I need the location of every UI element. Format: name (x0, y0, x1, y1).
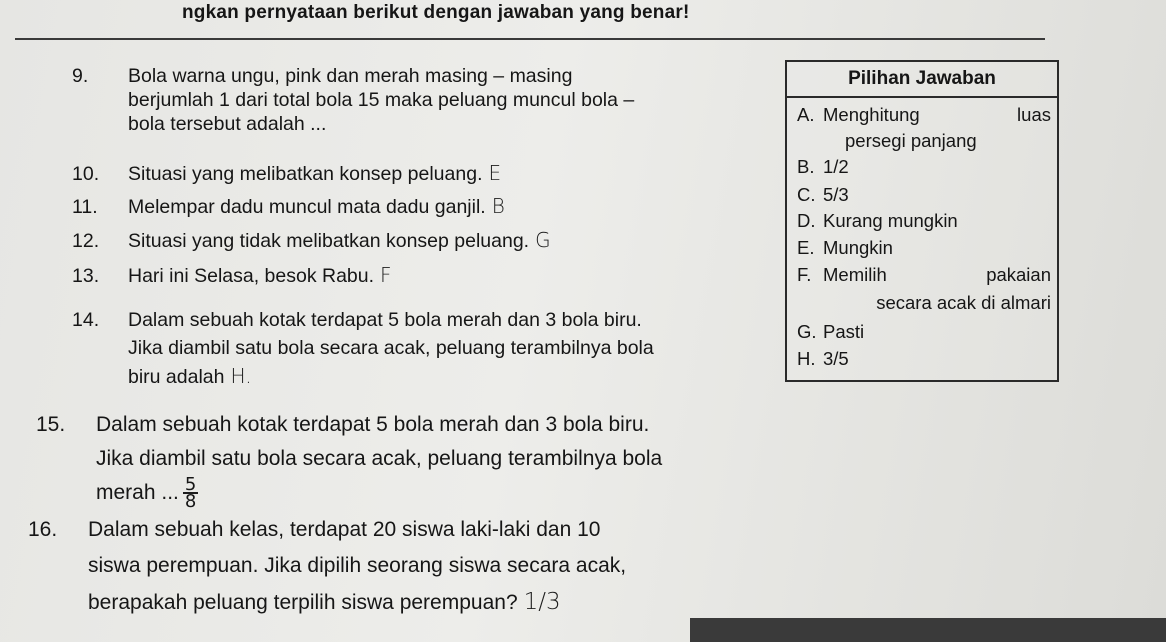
option-letter: B. (797, 156, 815, 177)
handwritten-answer: G (535, 228, 551, 252)
question-13 (72, 263, 392, 288)
option-b (797, 156, 1051, 178)
question-text: Bola warna ungu, pink dan merah masing – masing (128, 65, 573, 87)
question-text: Situasi yang tidak melibatkan konsep peluang. (128, 230, 530, 252)
question-number: 14. (72, 309, 100, 331)
question-number: 16. (28, 518, 58, 541)
question-10 (72, 161, 501, 186)
question-number: 10. (72, 163, 100, 185)
fraction-numerator: 5 (184, 474, 197, 496)
option-text: 5/3 (823, 184, 849, 205)
question-text: berjumlah 1 dari total bola 15 maka peluang muncul bola – (128, 89, 635, 111)
section-instruction: ngkan pernyataan berikut dengan jawaban yang benar! (182, 2, 690, 23)
option-text: Memilih (823, 264, 887, 285)
question-text: bola tersebut adalah ... (128, 113, 327, 135)
handwritten-answer: F (380, 263, 392, 287)
option-a (797, 104, 1051, 126)
question-text: Hari ini Selasa, besok Rabu. (128, 265, 375, 287)
option-f (797, 264, 1051, 286)
question-number: 15. (36, 413, 66, 436)
handwritten-answer: B (491, 194, 505, 218)
option-text: Menghitung (823, 104, 920, 125)
option-g (797, 321, 1051, 343)
option-text: Pasti (823, 321, 865, 342)
question-14 (72, 306, 654, 391)
header-divider (15, 38, 1045, 40)
question-text: berapakah peluang terpilih siswa perempuan? (88, 591, 518, 614)
option-h (797, 348, 1051, 370)
option-letter: A. (797, 104, 815, 125)
question-11 (72, 194, 505, 219)
question-number: 11. (72, 196, 98, 218)
handwritten-fraction-answer (183, 474, 198, 513)
question-number: 12. (72, 230, 100, 252)
option-text: Mungkin (823, 237, 893, 258)
option-letter: E. (797, 237, 815, 258)
question-15 (36, 408, 663, 513)
option-letter: H. (797, 348, 816, 369)
option-letter: C. (797, 184, 816, 205)
question-text: Dalam sebuah kelas, terdapat 20 siswa laki-laki dan 10 (88, 518, 601, 541)
question-text: Jika diambil satu bola secara acak, peluang terambilnya bola (96, 447, 663, 470)
handwritten-answer: 1/3 (523, 589, 561, 615)
option-letter: G. (797, 321, 817, 342)
question-text: merah ... (96, 481, 179, 504)
option-c (797, 184, 1051, 206)
option-e (797, 237, 1051, 259)
option-text-right: luas (1017, 104, 1051, 125)
page-bottom-edge (690, 618, 1166, 642)
option-letter: F. (797, 264, 812, 285)
question-text: Dalam sebuah kotak terdapat 5 bola merah dan 3 bola biru. (96, 413, 650, 436)
option-text: 3/5 (823, 348, 849, 369)
question-text: Situasi yang melibatkan konsep peluang. (128, 163, 483, 185)
option-d (797, 210, 1051, 232)
answer-box-title: Pilihan Jawaban (787, 62, 1057, 98)
question-text: Melempar dadu muncul mata dadu ganjil. (128, 196, 486, 218)
option-text-right: pakaian (986, 264, 1051, 285)
question-number: 13. (72, 265, 100, 287)
question-16 (28, 512, 626, 621)
answer-choices-box (785, 60, 1059, 382)
question-text: biru adalah (128, 366, 225, 388)
question-number: 9. (72, 65, 89, 87)
handwritten-answer: E (488, 161, 502, 185)
option-f-continued: secara acak di almari (876, 292, 1051, 313)
handwritten-answer: H. (230, 364, 252, 388)
option-text: 1/2 (823, 156, 849, 177)
question-text: Dalam sebuah kotak terdapat 5 bola merah dan 3 bola biru. (128, 309, 642, 331)
question-text: siswa perempuan. Jika dipilih seorang siswa secara acak, (88, 554, 627, 577)
question-9 (72, 64, 634, 136)
option-letter: D. (797, 210, 816, 231)
question-text: Jika diambil satu bola secara acak, peluang terambilnya bola (128, 337, 654, 359)
option-a-continued: persegi panjang (845, 130, 977, 151)
option-text: Kurang mungkin (823, 210, 958, 231)
question-12 (72, 228, 551, 253)
fraction-denominator: 8 (184, 491, 197, 513)
